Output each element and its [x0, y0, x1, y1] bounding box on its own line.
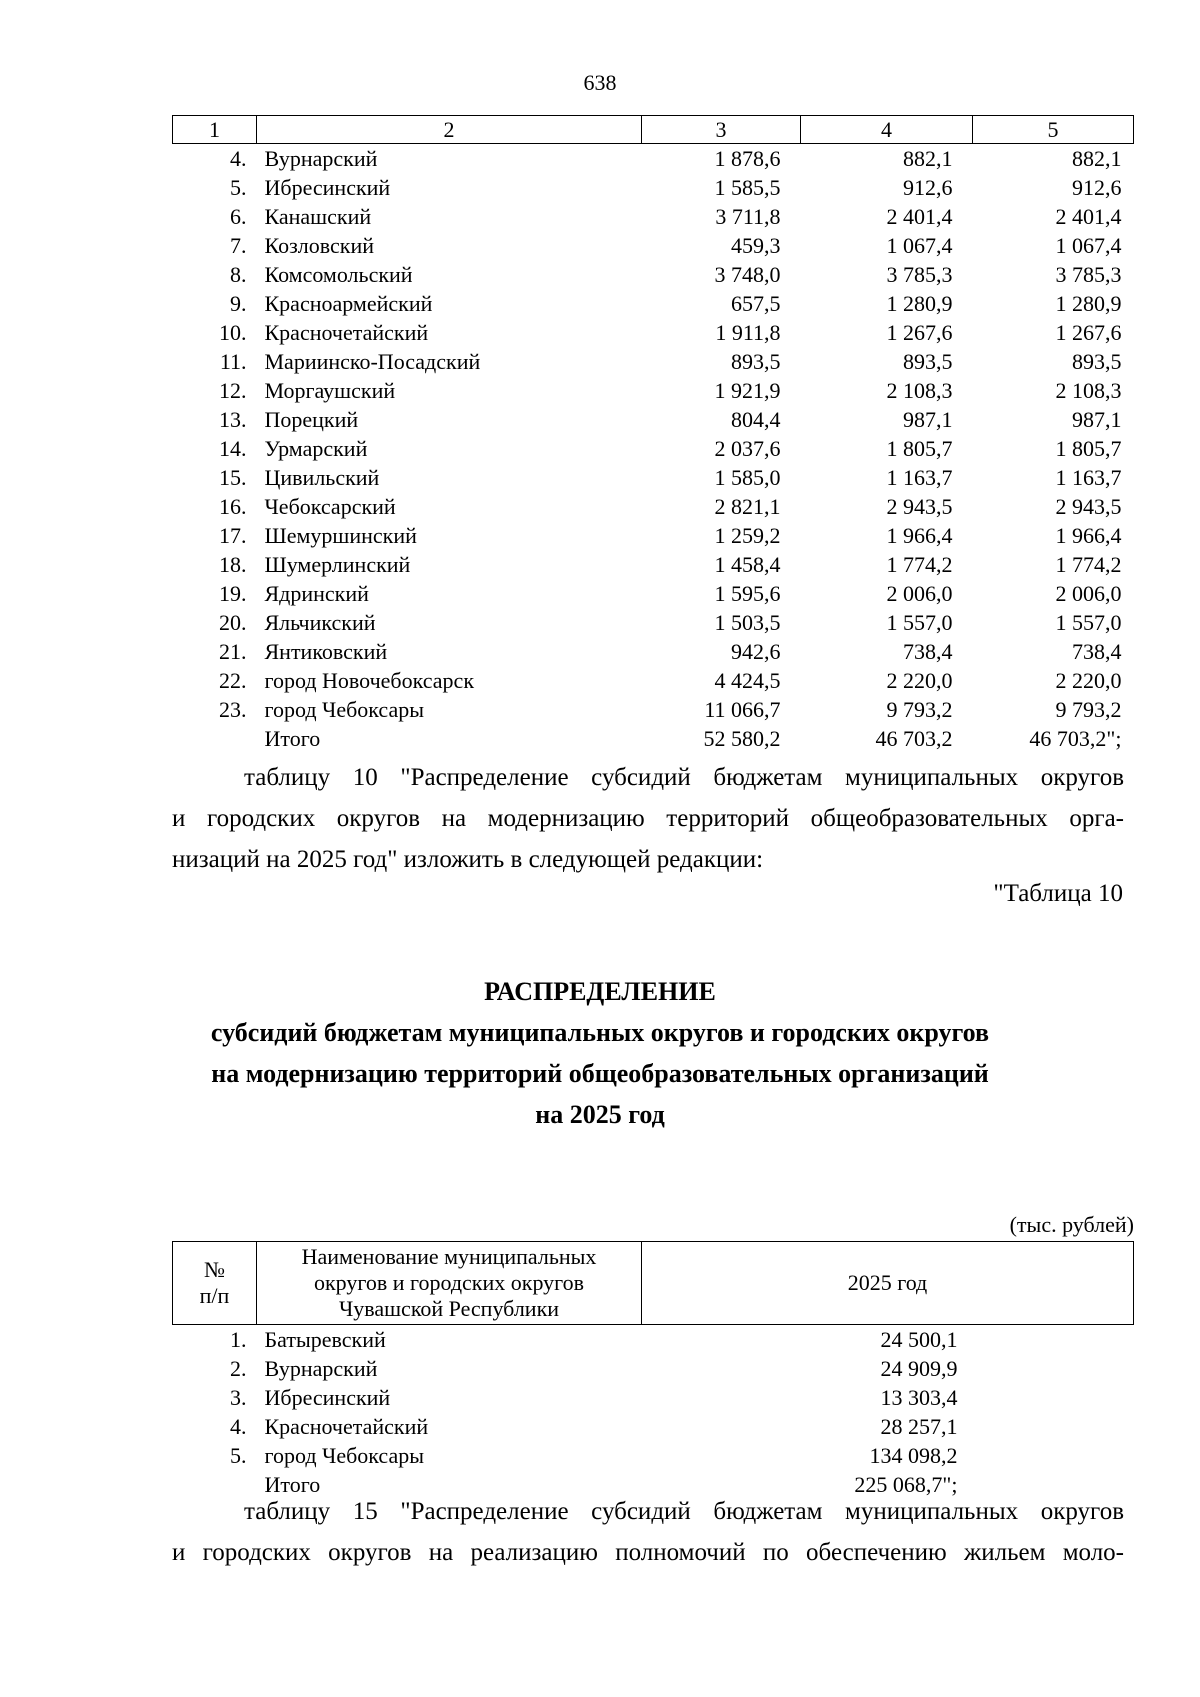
- row-number: 3.: [230, 1385, 247, 1410]
- header-text: Наименование муниципальных: [301, 1244, 597, 1269]
- value-column-3: 1 585,0: [714, 465, 781, 490]
- value-column-3: 4 424,5: [714, 668, 781, 693]
- value-column-5: 1 067,4: [1055, 233, 1122, 258]
- value-column-4: 1 067,4: [886, 233, 953, 258]
- value-column-3: 3 748,0: [714, 262, 781, 287]
- subsidy-table-continued: [172, 115, 1134, 753]
- value-column-3: 2 821,1: [714, 494, 781, 519]
- paragraph-table-15-amendment: [172, 1491, 1124, 1573]
- total-column-5: 46 703,2";: [1029, 726, 1122, 751]
- district-name: Канашский: [264, 204, 372, 229]
- value-column-5: 2 401,4: [1055, 204, 1122, 229]
- district-name: Козловский: [264, 233, 375, 258]
- district-name: Красночетайский: [264, 320, 429, 345]
- subsidy-value: 134 098,2: [869, 1443, 958, 1468]
- table-row: [173, 260, 1134, 289]
- table-label: "Таблица 10: [993, 880, 1123, 907]
- row-number: 20.: [219, 610, 247, 635]
- value-column-5: 2 220,0: [1055, 668, 1122, 693]
- row-number: 1.: [230, 1327, 247, 1352]
- column-header-4: 4: [801, 116, 973, 144]
- subsidy-value: 13 303,4: [880, 1385, 958, 1410]
- total-column-4: 46 703,2: [875, 726, 953, 751]
- row-number: 11.: [219, 349, 247, 374]
- row-number: 22.: [219, 668, 247, 693]
- value-column-4: 738,4: [903, 639, 953, 664]
- total-column-3: 52 580,2: [703, 726, 781, 751]
- row-number: 19.: [219, 581, 247, 606]
- district-name: Ибресинский: [264, 1385, 391, 1410]
- table-row: [173, 521, 1134, 550]
- value-column-5: 2 006,0: [1055, 581, 1122, 606]
- value-column-4: 1 774,2: [886, 552, 953, 577]
- table-row: [173, 289, 1134, 318]
- value-column-5: 1 163,7: [1055, 465, 1122, 490]
- row-number: 21.: [219, 639, 247, 664]
- value-column-4: 1 557,0: [886, 610, 953, 635]
- table-row: [173, 1412, 1134, 1441]
- paragraph-line: низаций на 2025 год" изложить в следующей редакции:: [172, 846, 764, 873]
- row-number-empty: [173, 724, 257, 753]
- district-name: Вурнарский: [264, 146, 378, 171]
- title-heading: РАСПРЕДЕЛЕНИЕ: [484, 977, 716, 1006]
- district-name: Чебоксарский: [264, 494, 396, 519]
- value-column-3: 1 595,6: [714, 581, 781, 606]
- district-name: Вурнарский: [264, 1356, 378, 1381]
- value-column-3: 1 585,5: [714, 175, 781, 200]
- table-row: [173, 144, 1134, 174]
- row-number: 4.: [230, 1414, 247, 1439]
- table-row: [173, 1325, 1134, 1355]
- district-name: Шемуршинский: [264, 523, 417, 548]
- row-number: 8.: [230, 262, 247, 287]
- title-subheading: субсидий бюджетам муниципальных округов и городских округов: [210, 1018, 990, 1047]
- row-number: 23.: [219, 697, 247, 722]
- row-number: 16.: [219, 494, 247, 519]
- value-column-5: 987,1: [1072, 407, 1122, 432]
- value-column-3: 11 066,7: [704, 697, 781, 722]
- table-row: [173, 550, 1134, 579]
- value-column-4: 893,5: [903, 349, 953, 374]
- value-column-3: 1 921,9: [714, 378, 781, 403]
- value-column-3: 1 458,4: [714, 552, 781, 577]
- paragraph-line: таблицу 15 "Распределение субсидий бюджетам муниципальных округов: [244, 1498, 1124, 1525]
- value-column-5: 3 785,3: [1055, 262, 1122, 287]
- table-row: [173, 1383, 1134, 1412]
- total-value: 225 068,7";: [854, 1472, 958, 1497]
- paragraph-line: и городских округов на модернизацию территорий общеобразовательных орга-: [172, 805, 1124, 832]
- total-label: Итого: [264, 1472, 321, 1497]
- subsidy-table-2025: [172, 1241, 1134, 1499]
- row-number: 18.: [219, 552, 247, 577]
- column-header-2: 2: [257, 116, 642, 144]
- value-column-5: 1 280,9: [1055, 291, 1122, 316]
- title-subheading: на 2025 год: [535, 1100, 665, 1129]
- value-column-3: 1 878,6: [714, 146, 781, 171]
- column-header-3: 3: [642, 116, 801, 144]
- district-name: Моргаушский: [264, 378, 396, 403]
- table-row: [173, 405, 1134, 434]
- row-number: 17.: [219, 523, 247, 548]
- row-number: 5.: [230, 1443, 247, 1468]
- value-column-5: 1 267,6: [1055, 320, 1122, 345]
- value-column-4: 2 006,0: [886, 581, 953, 606]
- value-column-5: 9 793,2: [1055, 697, 1122, 722]
- value-column-5: 1 805,7: [1055, 436, 1122, 461]
- value-column-3: 804,4: [731, 407, 781, 432]
- paragraph-line: таблицу 10 "Распределение субсидий бюджетам муниципальных округов: [244, 764, 1124, 791]
- value-column-3: 2 037,6: [714, 436, 781, 461]
- value-column-5: 738,4: [1072, 639, 1122, 664]
- district-name: город Чебоксары: [264, 1443, 425, 1468]
- value-column-5: 2 108,3: [1055, 378, 1122, 403]
- header-text: округов и городских округов: [313, 1270, 585, 1295]
- table-row: [173, 173, 1134, 202]
- district-name: Цивильский: [264, 465, 380, 490]
- table-row: [173, 202, 1134, 231]
- value-column-4: 1 966,4: [886, 523, 953, 548]
- value-column-3: 3 711,8: [715, 204, 781, 229]
- district-name: Порецкий: [264, 407, 359, 432]
- row-number: 4.: [230, 146, 247, 171]
- value-column-4: 987,1: [903, 407, 953, 432]
- value-column-3: 1 503,5: [714, 610, 781, 635]
- value-column-4: 2 220,0: [886, 668, 953, 693]
- table-row: [173, 608, 1134, 637]
- value-column-3: 1 911,8: [715, 320, 781, 345]
- row-number: 12.: [219, 378, 247, 403]
- column-header-5: 5: [973, 116, 1134, 144]
- row-number: 5.: [230, 175, 247, 200]
- value-column-4: 2 401,4: [886, 204, 953, 229]
- table-row: [173, 231, 1134, 260]
- value-column-4: 2 943,5: [886, 494, 953, 519]
- table-row: [173, 318, 1134, 347]
- district-name: город Чебоксары: [264, 697, 425, 722]
- title-subheading: на модернизацию территорий общеобразовательных организаций: [211, 1059, 989, 1088]
- value-column-5: 2 943,5: [1055, 494, 1122, 519]
- value-column-3: 657,5: [731, 291, 781, 316]
- value-column-3: 1 259,2: [714, 523, 781, 548]
- district-name: Красночетайский: [264, 1414, 429, 1439]
- paragraph-table-10-amendment: [172, 757, 1124, 880]
- value-column-5: 912,6: [1072, 175, 1122, 200]
- value-column-5: 1 966,4: [1055, 523, 1122, 548]
- table-header-row: [173, 116, 1134, 144]
- row-number: 10.: [219, 320, 247, 345]
- value-column-5: 1 774,2: [1055, 552, 1122, 577]
- header-text: п/п: [199, 1283, 230, 1308]
- row-number: 7.: [230, 233, 247, 258]
- header-text: Чувашской Республики: [338, 1296, 560, 1321]
- table-row: [173, 463, 1134, 492]
- district-name: Ядринский: [264, 581, 369, 606]
- value-column-5: 1 557,0: [1055, 610, 1122, 635]
- table-row: [173, 492, 1134, 521]
- table-row: [173, 1441, 1134, 1470]
- column-header-year: 2025 год: [642, 1242, 1134, 1325]
- row-number: 13.: [219, 407, 247, 432]
- column-header-number: [173, 1242, 257, 1325]
- column-header-name: [257, 1242, 642, 1325]
- paragraph-line: и городских округов на реализацию полномочий по обеспечению жильем моло-: [172, 1539, 1124, 1566]
- value-column-5: 893,5: [1072, 349, 1122, 374]
- table-row: [173, 579, 1134, 608]
- district-name: Урмарский: [264, 436, 368, 461]
- value-column-3: 942,6: [731, 639, 781, 664]
- value-column-4: 3 785,3: [886, 262, 953, 287]
- value-column-4: 1 267,6: [886, 320, 953, 345]
- district-name: Шумерлинский: [264, 552, 411, 577]
- page-number: 638: [583, 70, 617, 95]
- district-name: Батыревский: [264, 1327, 386, 1352]
- row-number: 9.: [230, 291, 247, 316]
- table-header-row: [173, 1242, 1134, 1325]
- value-column-4: 912,6: [903, 175, 953, 200]
- value-column-4: 9 793,2: [886, 697, 953, 722]
- row-number: 6.: [230, 204, 247, 229]
- district-name: город Новочебоксарск: [264, 668, 475, 693]
- district-name: Ибресинский: [264, 175, 391, 200]
- table-row: [173, 637, 1134, 666]
- table-row: [173, 695, 1134, 724]
- table-row: [173, 347, 1134, 376]
- value-column-4: 1 163,7: [886, 465, 953, 490]
- column-header-1: 1: [173, 116, 257, 144]
- value-column-4: 2 108,3: [886, 378, 953, 403]
- table-row: [173, 434, 1134, 463]
- row-number: 14.: [219, 436, 247, 461]
- units-label: (тыс. рублей): [1009, 1212, 1134, 1237]
- district-name: Яльчикский: [264, 610, 376, 635]
- table-row: [173, 376, 1134, 405]
- district-name: Комсомольский: [264, 262, 413, 287]
- subsidy-value: 24 909,9: [880, 1356, 958, 1381]
- row-number: 2.: [230, 1356, 247, 1381]
- header-text: №: [204, 1257, 225, 1282]
- district-name: Красноармейский: [264, 291, 433, 316]
- table-row: [173, 1354, 1134, 1383]
- value-column-3: 459,3: [731, 233, 781, 258]
- value-column-4: 1 280,9: [886, 291, 953, 316]
- value-column-4: 1 805,7: [886, 436, 953, 461]
- value-column-3: 893,5: [731, 349, 781, 374]
- table-row: [173, 666, 1134, 695]
- value-column-5: 882,1: [1072, 146, 1122, 171]
- total-label: Итого: [264, 726, 321, 751]
- district-name: Янтиковский: [264, 639, 388, 664]
- value-column-4: 882,1: [903, 146, 953, 171]
- district-name: Мариинско-Посадский: [264, 349, 481, 374]
- row-number: 15.: [219, 465, 247, 490]
- subsidy-value: 28 257,1: [880, 1414, 958, 1439]
- subsidy-value: 24 500,1: [880, 1327, 958, 1352]
- total-row: [173, 724, 1134, 753]
